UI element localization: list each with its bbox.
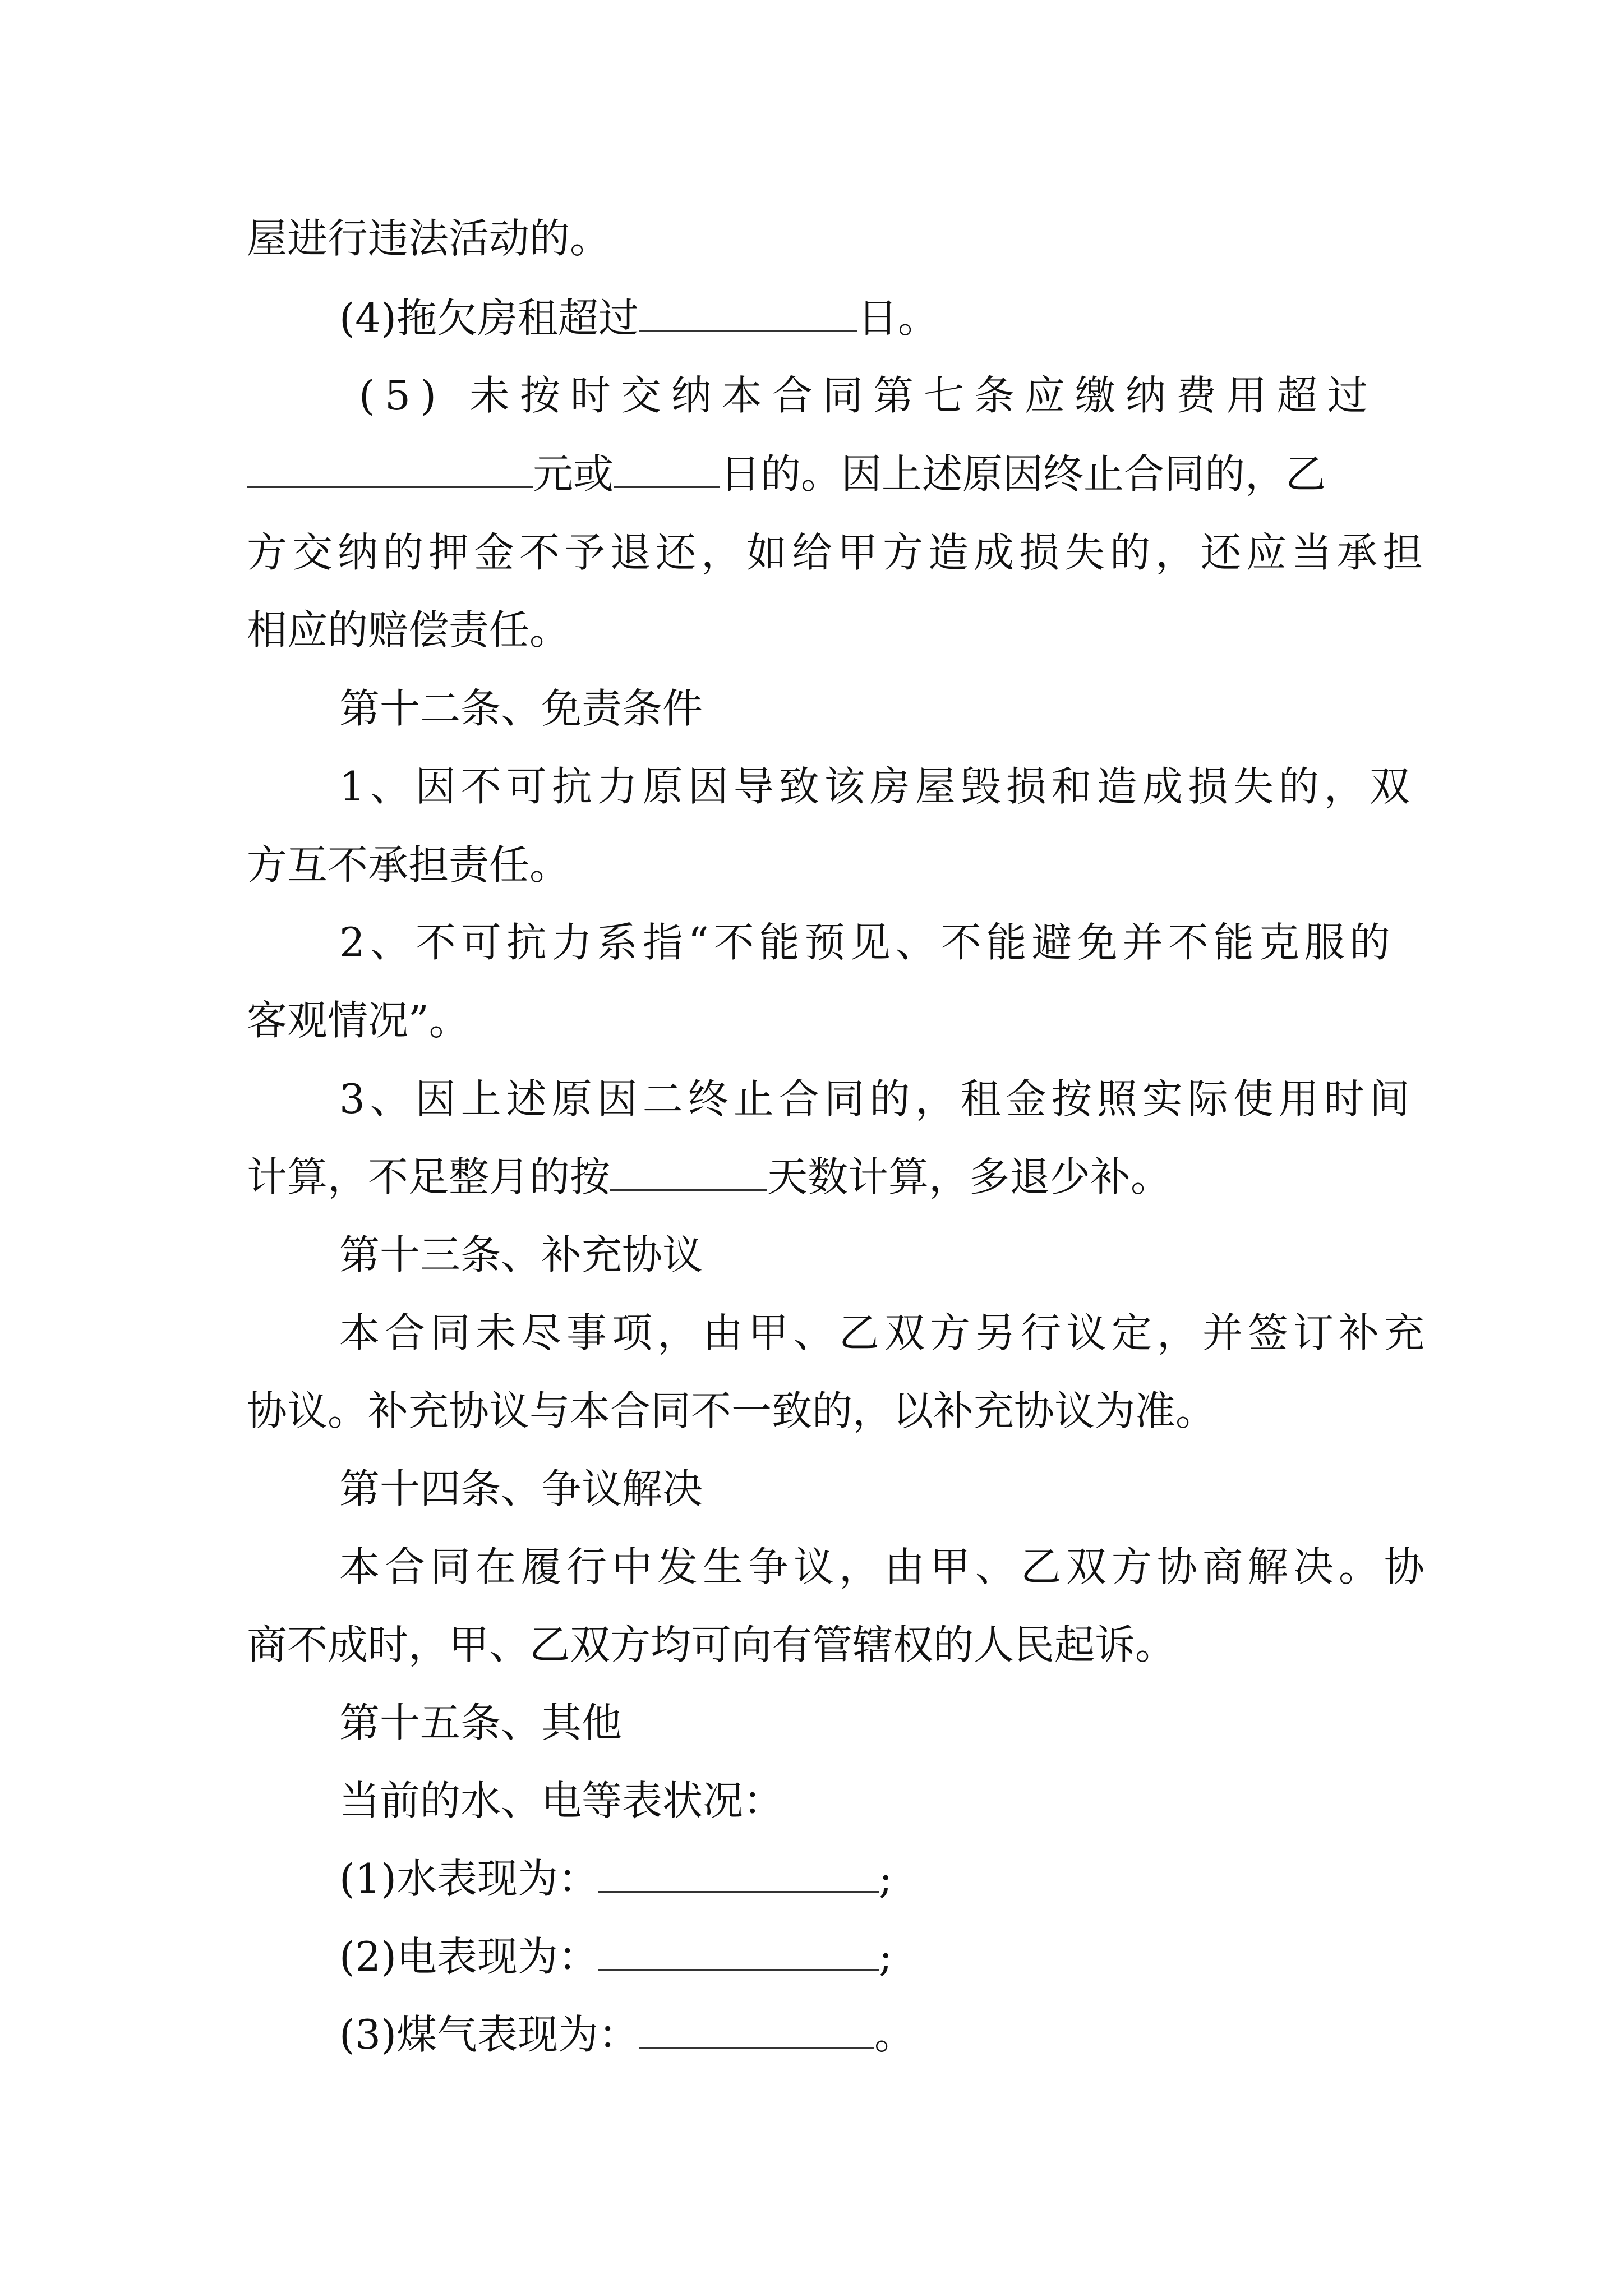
section-heading: 第十四条、争议解决 [339,1465,703,1512]
text-line: 3、因上述原因二终止合同的，租金按照实际使用时间 [339,1075,1415,1122]
text-line: 元或 日的。因上述原因终止合同的，乙 [247,449,1326,499]
text-line: 客观情况”。 [247,997,469,1044]
section-heading: 第十五条、其他 [339,1699,623,1746]
text-line: 方互不承担责任。 [247,841,570,889]
text-line: 2、不可抗力系指“不能预见、不能避免并不能克服的 [339,919,1395,966]
text-line: 屋进行违法活动的。 [247,215,611,262]
text-line: 协议。补充协议与本合同不一致的，以补充协议为准。 [247,1387,1216,1434]
fill-in-blank[interactable] [598,1935,879,1971]
fill-in-blank[interactable] [247,453,533,488]
section-heading: 第十二条、免责条件 [339,685,703,732]
fill-in-blank[interactable] [610,1156,767,1191]
text-line: 方交纳的押金不予退还，如给甲方造成损失的，还应当承担 [247,529,1428,576]
section-heading: 第十三条、补充协议 [339,1231,703,1278]
text-line: (4)拖欠房租超过 日。 [339,295,939,342]
text-line: 计算，不足整月的按 天数计算，多退少补。 [247,1153,1172,1200]
meter-line-gas: (3)煤气表现为： 。 [339,2011,915,2058]
text-line: 相应的赔偿责任。 [247,606,570,654]
fill-in-blank[interactable] [614,453,720,488]
text-line: 本合同未尽事项，由甲、乙双方另行议定，并签订补充 [339,1309,1430,1356]
meter-line-water: (1)水表现为： ; [339,1855,893,1902]
text-line: 商不成时，甲、乙双方均可向有管辖权的人民起诉。 [247,1621,1176,1668]
fill-in-blank[interactable] [639,297,857,332]
text-line: 1、因不可抗力原因导致该房屋毁损和造成损失的，双 [339,763,1415,810]
text-line: (5) 未按时交纳本合同第七条应缴纳费用超过 [359,372,1378,419]
meter-line-electric: (2)电表现为： ; [339,1933,893,1980]
fill-in-blank[interactable] [598,1857,879,1893]
text-line: 本合同在履行中发生争议，由甲、乙双方协商解决。协 [339,1543,1430,1590]
fill-in-blank[interactable] [639,2013,874,2049]
text-line: 当前的水、电等表状况： [339,1777,784,1824]
